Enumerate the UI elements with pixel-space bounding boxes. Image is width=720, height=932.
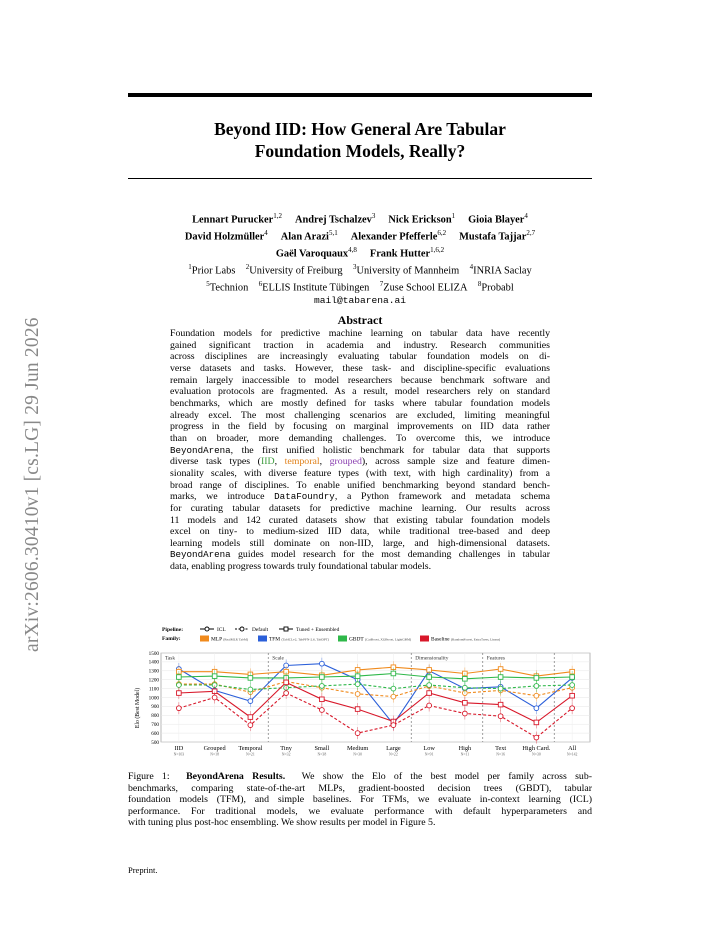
affil-sup: 7 [379, 280, 384, 289]
x-tick-label: High [458, 745, 472, 752]
legend-family-gbdt: GBDT (CatBoost, XGBoost, LightGBM) [349, 636, 412, 643]
data-point [534, 684, 539, 689]
x-tick-count: N=103 [173, 752, 185, 757]
task-grouped: grouped [329, 456, 362, 468]
data-point [320, 675, 325, 680]
title-bottom-rule [128, 178, 592, 179]
abstract-line: excel on tiny- to medium-sized IID data, while traditional tree-based and deep [170, 526, 550, 538]
abstract-body [170, 328, 550, 573]
abstract-line: Foundation models for predictive machine learning on tabular data have recently [170, 328, 550, 339]
data-point [391, 723, 396, 728]
arxiv-identifier: arXiv:2606.30410v1 [cs.LG] 29 Jun 2026 [22, 317, 43, 652]
author-name: Alan Arazi [280, 231, 329, 243]
y-axis-label: Elo (Best Model) [135, 687, 141, 729]
data-point [570, 693, 575, 698]
data-point [427, 691, 432, 696]
affiliation: University of Mannheim [356, 265, 460, 277]
y-tick-label: 1000 [148, 695, 159, 702]
affil-sup: 5 [206, 280, 210, 289]
data-point [498, 714, 503, 719]
affil-sup: 6 [258, 280, 263, 289]
abstract-text: marks, we introduce [170, 491, 275, 503]
abstract-line: across disciplines are increasingly evaluating tabular foundation models on di- [170, 351, 550, 363]
author-name: Lennart Purucker [192, 214, 274, 226]
caption-line: performance. For traditional models, we evaluate performance with default hyperparameters and [128, 805, 592, 817]
legend-default [235, 626, 269, 633]
data-point [248, 699, 253, 704]
author-sup: 1,2 [273, 212, 282, 220]
footer-preprint: Preprint. [128, 865, 158, 875]
affiliation: ELLIS Institute Tübingen [262, 282, 370, 294]
task-temporal: temporal [284, 456, 320, 468]
abstract-line: already excel. The most challenging scenarios are excluded, limiting meaningful [170, 409, 550, 421]
legend-family-detail: (TabICLv2, TabPFN-2.6, TabDPT) [281, 637, 329, 642]
author-sup: 1,6,2 [430, 246, 445, 255]
data-point [391, 686, 396, 691]
abstract-line [170, 549, 550, 561]
author-sup: 4,8 [348, 246, 357, 255]
caption-prefix: Figure 1: [128, 771, 170, 782]
author-line-1 [128, 210, 592, 227]
abstract-line [170, 491, 550, 503]
paper-title [128, 118, 592, 162]
author-name: Gaël Varoquaux [275, 248, 349, 260]
caption-line: benchmarks, comparing state-of-the-art MLPs, gradient-boosted decision trees (GBDT), tabular [128, 782, 592, 794]
data-point [284, 680, 289, 685]
abstract-line: than on broader, more demanding challenges. To overcome this, we introduce [170, 432, 550, 444]
top-rule [128, 93, 592, 97]
task-iid: IID [260, 456, 275, 468]
data-point [570, 706, 575, 711]
data-point [570, 675, 575, 680]
abstract-line: sionality scales, with diverse feature types (with text, with high cardinality) from a [170, 467, 550, 479]
legend-icl-text: ICL [217, 627, 226, 633]
legend-family-label: Family: [162, 636, 181, 642]
author-line-2 [128, 227, 592, 244]
data-point [427, 683, 432, 688]
x-tick-count: N=30 [532, 752, 541, 757]
legend-swatch-baseline [420, 636, 429, 642]
data-point [248, 676, 253, 681]
data-point [355, 692, 360, 697]
data-point [534, 735, 539, 740]
abstract-line [170, 456, 550, 468]
data-point [355, 707, 360, 712]
legend-family-tfm: TFM (TabICLv2, TabPFN-2.6, TabDPT) [269, 636, 329, 643]
abstract-line: broad range of disciplines. To enable unified benchmarking beyond standard bench- [170, 479, 550, 491]
x-tick-label: Low [423, 745, 435, 752]
x-tick-count: N=16 [496, 752, 505, 757]
x-tick-label: All [568, 745, 577, 752]
author-sup: 2,7 [526, 229, 536, 238]
data-point [320, 697, 325, 702]
title-line-2: Foundation Models, Really? [254, 141, 466, 161]
figure-1 [128, 622, 592, 762]
code-beyondarena: BeyondArena [170, 444, 231, 456]
author-sup: 6,2 [437, 229, 447, 238]
plot-area [149, 651, 590, 757]
legend-family-baseline: Baseline (RandomForest, ExtraTrees, Linear) [431, 636, 501, 643]
data-point [534, 693, 539, 698]
x-tick-label: Temporal [238, 745, 263, 752]
data-point [498, 675, 503, 680]
affiliation: Technion [209, 282, 249, 294]
y-tick-label: 1100 [148, 686, 159, 693]
data-point [570, 683, 575, 688]
x-tick-count: N=142 [566, 752, 578, 757]
author-name: Mustafa Tajjar [459, 231, 527, 243]
y-tick-label: 900 [151, 704, 159, 711]
y-tick-label: 500 [151, 739, 159, 746]
x-tick-count: N=91 [424, 752, 434, 757]
legend-family-mlp: MLP (RealMLP, TabM) [211, 636, 248, 643]
data-point [427, 703, 432, 708]
group-label: Features [486, 655, 506, 662]
data-point [355, 674, 360, 679]
data-point [319, 708, 324, 713]
x-tick-label: Grouped [203, 745, 226, 752]
data-point [212, 674, 217, 679]
series-line [179, 674, 572, 679]
data-point [534, 720, 539, 725]
abstract-line: 11 models and 142 curated datasets show that existing tabular foundation models [170, 514, 550, 526]
abstract-text: guides model research for the most demanding challenges in tabular [230, 549, 550, 561]
affiliation: INRIA Saclay [473, 265, 532, 277]
data-point [463, 701, 468, 706]
legend-default-text: Default [252, 627, 269, 633]
legend-swatch-mlp [200, 636, 209, 642]
y-tick-label: 1400 [148, 659, 159, 666]
abstract-text: , the first unified holistic benchmark for tabular data that supports [230, 444, 550, 456]
elo-chart [128, 622, 592, 762]
data-point [534, 706, 539, 711]
data-point [498, 686, 503, 691]
group-label: Dimensionality [415, 655, 449, 662]
y-tick-label: 800 [151, 713, 159, 720]
affil-sup: 2 [245, 263, 250, 272]
x-tick-count: N=11 [460, 752, 470, 757]
legend-tuned-text: Tuned + Ensembled [296, 627, 340, 633]
legend-family-detail: (CatBoost, XGBoost, LightGBM) [364, 637, 412, 642]
y-tick-label: 1200 [148, 677, 159, 684]
y-tick-label: 600 [151, 730, 159, 737]
caption-line: foundation models (TFM), and simple baselines. For TFMs, we evaluate in-context learning (ICL) [128, 794, 592, 806]
legend-family-detail: (RandomForest, ExtraTrees, Linear) [450, 637, 501, 642]
data-point [177, 675, 182, 680]
legend-tuned [279, 627, 340, 633]
contact-email[interactable]: mail@tabarena.ai [313, 295, 407, 307]
figure-caption [128, 771, 592, 829]
legend-pipeline-label: Pipeline: [162, 627, 184, 633]
author-sup: 1 [451, 212, 456, 220]
abstract-line: evaluation protocols are fragmented. As a result, model researchers rely on standard [170, 386, 550, 398]
legend-icl [200, 627, 226, 633]
data-point [284, 691, 289, 696]
data-point [462, 685, 467, 690]
abstract-text: ), across sample size and feature dimen- [361, 456, 550, 468]
data-point [248, 715, 253, 720]
abstract-line: gained significant traction in academia and industry. Research communities [170, 339, 550, 351]
series-mlp-tuned-ensembled [177, 661, 575, 682]
author-name: Alexander Pfefferle [350, 231, 438, 243]
abstract-line: benchmarks, which are mostly defined for tasks where tabular foundation models [170, 397, 550, 409]
x-tick-count: N=32 [281, 752, 291, 757]
author-name: Gioia Blayer [468, 214, 525, 226]
affiliation: Probabl [481, 282, 514, 294]
affiliation: Prior Labs [191, 265, 236, 277]
data-point [212, 695, 217, 700]
caption-bold: BeyondArena Results. [186, 771, 286, 782]
author-sup: 3 [371, 212, 376, 220]
data-point [355, 731, 360, 736]
data-point [176, 683, 181, 688]
data-point [248, 723, 253, 728]
data-point [498, 667, 503, 672]
author-line-3 [128, 244, 592, 261]
group-label: Task [165, 655, 176, 662]
code-datafoundry: DataFoundry [274, 491, 335, 503]
affil-sup: 3 [352, 263, 357, 272]
x-tick-label: Large [386, 745, 401, 752]
abstract-heading: Abstract [337, 313, 383, 327]
abstract-text: , [319, 456, 330, 468]
author-name: Andrej Tschalzev [294, 214, 372, 226]
code-beyondarena: BeyondArena [170, 549, 231, 561]
caption-text: We show the Elo of the best model per family across sub- [301, 771, 593, 782]
x-tick-label: Tiny [280, 745, 292, 752]
x-tick-label: Small [314, 745, 330, 752]
author-sup: 4 [524, 212, 528, 220]
x-tick-label: High Card. [522, 745, 551, 752]
affil-sup: 8 [477, 280, 482, 289]
author-name: David Holzmüller [184, 231, 265, 243]
author-sup: 4 [264, 229, 268, 238]
data-point [462, 711, 467, 716]
abstract-text: , [274, 456, 285, 468]
x-tick-label: Text [495, 745, 507, 752]
caption-line [128, 771, 592, 783]
data-point [391, 671, 396, 676]
author-block [128, 210, 592, 308]
group-label: Scale [272, 655, 284, 662]
abstract-line: remain largely inaccessible to model researchers because benchmark software and [170, 374, 550, 386]
data-point [355, 682, 360, 687]
x-tick-label: Medium [346, 745, 369, 752]
abstract-text: diverse task types ( [170, 456, 261, 468]
abstract-line: progress in the field by focusing on marginal improvements on IID data rather [170, 421, 550, 433]
abstract-text: , a Python framework and metadata schema [334, 491, 550, 503]
x-tick-label: IID [174, 745, 184, 752]
data-point [176, 706, 181, 711]
data-point [463, 677, 468, 682]
data-point [319, 684, 324, 689]
author-sup: 5,1 [328, 229, 338, 238]
affiliation: Zuse School ELIZA [383, 282, 468, 294]
data-point [177, 691, 182, 696]
abstract-line: verse datasets and tasks. However, these task- and discipline-specific evaluations [170, 362, 550, 374]
y-tick-label: 1300 [148, 668, 159, 675]
x-tick-count: N=30 [353, 752, 362, 757]
affiliation-line-1 [128, 261, 592, 278]
data-point [319, 661, 324, 666]
data-point [248, 687, 253, 692]
affil-sup: 1 [188, 263, 192, 272]
abstract-line: learning models still dominate on non-IID, large, and high-dimensional datasets. [170, 537, 550, 549]
x-tick-count: N=18 [210, 752, 219, 757]
y-tick-label: 1500 [148, 650, 159, 657]
legend-family-detail: (RealMLP, TabM) [223, 637, 248, 642]
abstract-line: for curating tabular datasets for predictive machine learning. Our results across [170, 502, 550, 514]
legend-swatch-gbdt [338, 636, 347, 642]
affiliation: University of Freiburg [249, 265, 343, 277]
abstract-line [170, 445, 550, 457]
x-tick-count: N=21 [246, 752, 255, 757]
series-gbdt-tuned-ensembled [177, 667, 575, 684]
data-point [427, 675, 432, 680]
caption-line: with tuning plus post-hoc ensembling. We show results per model in Figure 5. [128, 817, 436, 829]
title-line-1: Beyond IID: How General Are Tabular [214, 119, 506, 139]
author-name: Nick Erickson [388, 214, 452, 226]
affiliation-line-2 [128, 278, 592, 295]
legend-families [200, 636, 500, 643]
y-tick-label: 700 [151, 722, 159, 728]
data-point [498, 702, 503, 707]
data-point [534, 676, 539, 681]
affil-sup: 4 [469, 263, 474, 272]
x-tick-count: N=38 [317, 752, 327, 757]
abstract-line: data, enabling progress towards truly foundational tabular models. [170, 561, 432, 573]
data-point [391, 694, 396, 699]
author-name: Frank Hutter [369, 248, 431, 260]
legend-swatch-tfm [258, 636, 267, 642]
x-tick-count: N=22 [389, 752, 398, 757]
